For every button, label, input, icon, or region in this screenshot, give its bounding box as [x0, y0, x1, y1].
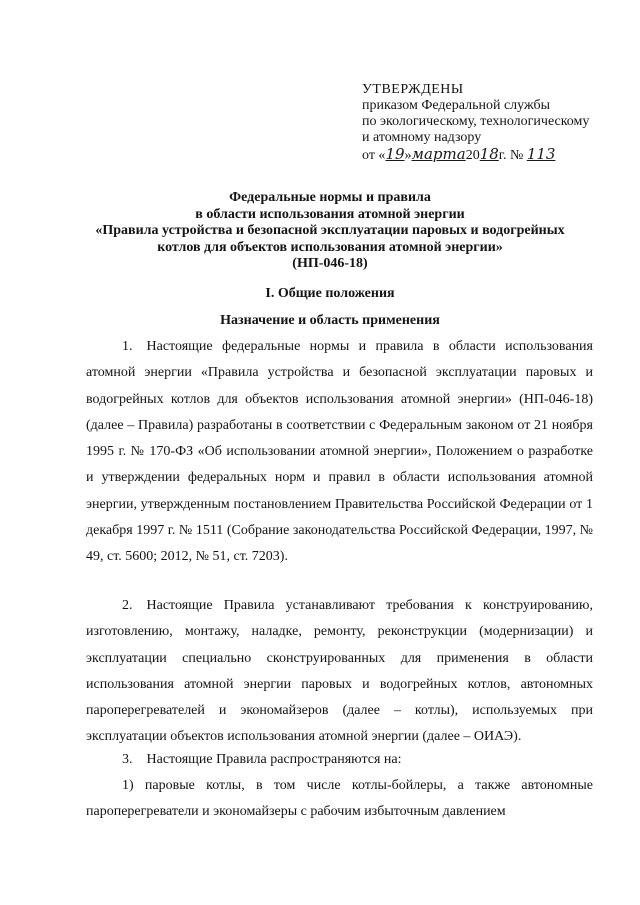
section-heading: I. Общие положения — [265, 286, 395, 301]
date-prefix: от « — [362, 148, 386, 163]
date-year-suffix: 18 — [479, 145, 499, 163]
document-title — [60, 190, 600, 273]
date-number-label: г. № — [498, 148, 524, 163]
approval-line-1: приказом Федеральной службы — [362, 98, 550, 113]
title-line-3: «Правила устройства и безопасной эксплуатации паровых и водогрейных — [95, 223, 565, 238]
date-day: 19 — [385, 145, 405, 163]
date-year-prefix: 20 — [465, 148, 480, 163]
date-quote-close: » — [404, 148, 412, 163]
approval-line-3: и атомному надзору — [362, 130, 482, 145]
approval-title: УТВЕРЖДЕНЫ — [362, 82, 464, 97]
paragraph-3: 3. Настоящие Правила распространяются на: — [122, 752, 402, 767]
paragraph-1: 1. Настоящие федеральные нормы и правила в области использования атомной энергии «Правила устройства и безопасной эксплуатации паровых и водогрейных котлов для объектов использования атомной энергии» (НП-046-18) (далее – Правила) разработаны в соответствии с Федеральным законом от 21 ноября 1995 г. № 170-ФЗ «Об использовании атомной энергии», Положением о разработке и утверждении федеральных норм и правил в области использования атомной энергии, утвержденным постановлением Правительства Российской Федерации от 1 декабря 1997 г. № 1511 (Собрание законодательства Российской Федерации, 1997, № 49, ст. 5600; 2012, № 51, ст. 7203). — [86, 339, 593, 565]
title-line-5: (НП-046-18) — [292, 256, 368, 271]
title-line-4: котлов для объектов использования атомной энергии» — [157, 239, 503, 255]
approval-line-2: по экологическому, технологическому — [362, 114, 590, 129]
date-month: марта — [411, 145, 466, 163]
paragraph-4: 1) паровые котлы, в том числе котлы-бойлеры, а также автономные пароперегреватели и экономайзеры с рабочим избыточным давлением — [86, 778, 593, 820]
title-line-1: Федеральные нормы и правила — [229, 190, 431, 205]
approval-block — [362, 82, 589, 164]
subsection-heading: Назначение и область применения — [220, 313, 440, 328]
approval-date-line — [362, 146, 589, 164]
order-number: 113 — [526, 145, 556, 163]
title-line-2: в области использования атомной энергии — [195, 206, 465, 222]
paragraph-2: 2. Настоящие Правила устанавливают требования к конструированию, изготовлению, монтажу, наладке, ремонту, реконструкции (модернизации) и эксплуатации специально сконструированных для применения в области использования атомной энергии паровых и водогрейных котлов, автономных пароперегревателей и экономайзеров (далее – котлы), используемых при эксплуатации объектов использования атомной энергии (далее – ОИАЭ). — [86, 598, 593, 745]
